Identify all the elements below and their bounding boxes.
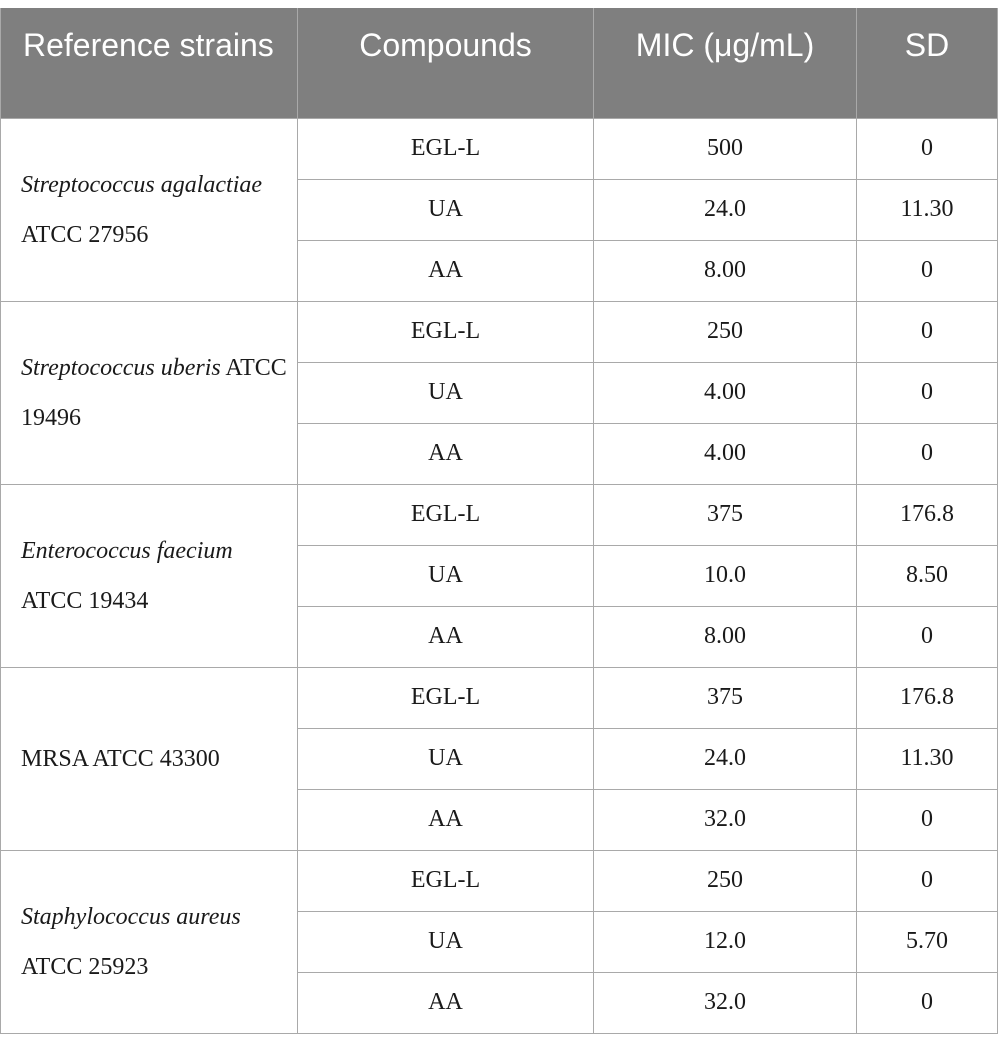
strain-species: Enterococcus faecium [21,537,233,564]
table-row [1,301,998,362]
mic-cell: 250 [594,850,857,911]
header-row [1,8,998,118]
compound-cell: AA [298,240,594,301]
strain-id: ATCC 19434 [21,587,149,614]
sd-cell: 0 [857,240,998,301]
sd-cell: 176.8 [857,484,998,545]
sd-cell: 5.70 [857,911,998,972]
mic-cell: 32.0 [594,789,857,850]
compound-cell: AA [298,423,594,484]
sd-cell: 0 [857,606,998,667]
compound-cell: UA [298,179,594,240]
mic-cell: 8.00 [594,240,857,301]
compound-cell: UA [298,545,594,606]
mic-cell: 375 [594,484,857,545]
compound-cell: UA [298,362,594,423]
header-sd: SD [857,8,998,118]
strain-cell [1,118,298,301]
sd-cell: 0 [857,850,998,911]
table-row [1,484,998,545]
header-compounds: Compounds [298,8,594,118]
sd-cell: 11.30 [857,728,998,789]
compound-cell: EGL-L [298,484,594,545]
header-mic: MIC (μg/mL) [594,8,857,118]
sd-cell: 0 [857,972,998,1033]
sd-cell: 11.30 [857,179,998,240]
mic-table [0,8,998,1034]
mic-cell: 10.0 [594,545,857,606]
strain-id: ATCC 27956 [21,221,149,248]
table-header [1,8,998,118]
table-row [1,667,998,728]
mic-cell: 8.00 [594,606,857,667]
strain-species: Streptococcus uberis [21,354,221,381]
mic-cell: 24.0 [594,728,857,789]
compound-cell: UA [298,911,594,972]
mic-cell: 12.0 [594,911,857,972]
mic-cell: 375 [594,667,857,728]
mic-cell: 24.0 [594,179,857,240]
strain-id: ATCC 25923 [21,953,149,980]
compound-cell: EGL-L [298,301,594,362]
mic-cell: 4.00 [594,423,857,484]
compound-cell: AA [298,606,594,667]
strain-cell [1,850,298,1033]
sd-cell: 0 [857,118,998,179]
compound-cell: AA [298,972,594,1033]
mic-cell: 250 [594,301,857,362]
table-row [1,850,998,911]
mic-cell: 32.0 [594,972,857,1033]
sd-cell: 8.50 [857,545,998,606]
sd-cell: 0 [857,301,998,362]
compound-cell: EGL-L [298,667,594,728]
sd-cell: 0 [857,789,998,850]
compound-cell: AA [298,789,594,850]
compound-cell: EGL-L [298,850,594,911]
header-reference-strains: Reference strains [1,8,298,118]
strain-cell [1,301,298,484]
strain-cell [1,667,298,850]
strain-species: Staphylococcus aureus [21,903,241,930]
sd-cell: 0 [857,423,998,484]
strain-id: MRSA ATCC 43300 [21,745,220,772]
compound-cell: UA [298,728,594,789]
mic-cell: 4.00 [594,362,857,423]
strain-species: Streptococcus agalactiae [21,171,263,198]
sd-cell: 0 [857,362,998,423]
mic-cell: 500 [594,118,857,179]
compound-cell: EGL-L [298,118,594,179]
table-row [1,118,998,179]
strain-id: ATCC 19496 [21,354,287,431]
table-body [1,118,998,1033]
sd-cell: 176.8 [857,667,998,728]
strain-cell [1,484,298,667]
